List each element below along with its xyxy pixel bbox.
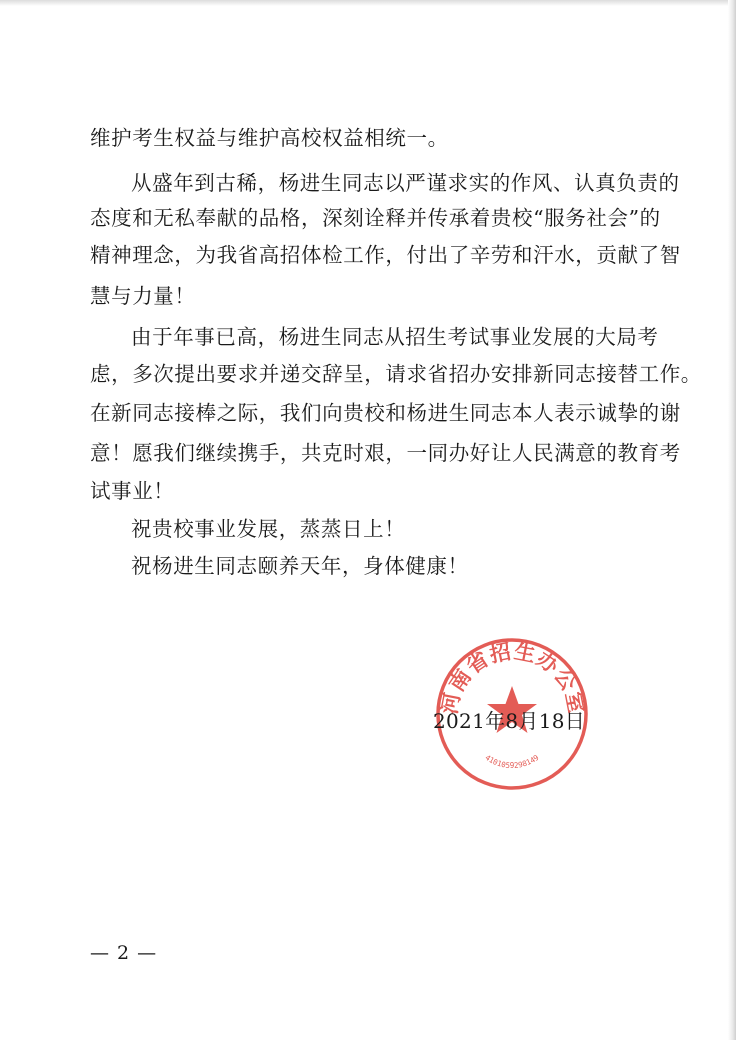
body-line-3: 态度和无私奉献的品格，深刻诠释并传承着贵校“服务社会”的 — [90, 206, 661, 230]
body-line-4: 精神理念，为我省高招体检工作，付出了辛劳和汗水，贡献了智 — [90, 243, 681, 267]
closing-line-1: 祝贵校事业发展，蒸蒸日上！ — [131, 517, 406, 541]
body-line-2: 从盛年到古稀，杨进生同志以严谨求实的作风、认真负责的 — [131, 171, 680, 195]
body-line-8: 在新同志接棒之际，我们向贵校和杨进生同志本人表示诚挚的谢 — [90, 401, 681, 425]
body-line-6: 由于年事已高，杨进生同志从招生考试事业发展的大局考 — [131, 325, 659, 349]
body-line-1: 维护考生权益与维护高校权益相统一。 — [90, 126, 449, 150]
scan-edge-right — [728, 0, 736, 1040]
body-line-9: 意！愿我们继续携手，共克时艰，一同办好让人民满意的教育考 — [90, 441, 681, 465]
scan-edge-top — [0, 0, 736, 6]
letter-date: 2021年8月18日 — [433, 709, 586, 733]
closing-line-2: 祝杨进生同志颐养天年，身体健康！ — [131, 554, 469, 578]
body-line-10: 试事业！ — [90, 479, 175, 503]
page-number: — 2 — — [90, 942, 158, 964]
body-line-5: 慧与力量！ — [90, 284, 196, 308]
body-line-7: 虑，多次提出要求并递交辞呈，请求省招办安排新同志接替工作。 — [90, 362, 702, 386]
seal-name-text: 河南省招生办公室 — [437, 639, 589, 717]
seal-serial-number: 4101059298149 — [483, 752, 541, 771]
